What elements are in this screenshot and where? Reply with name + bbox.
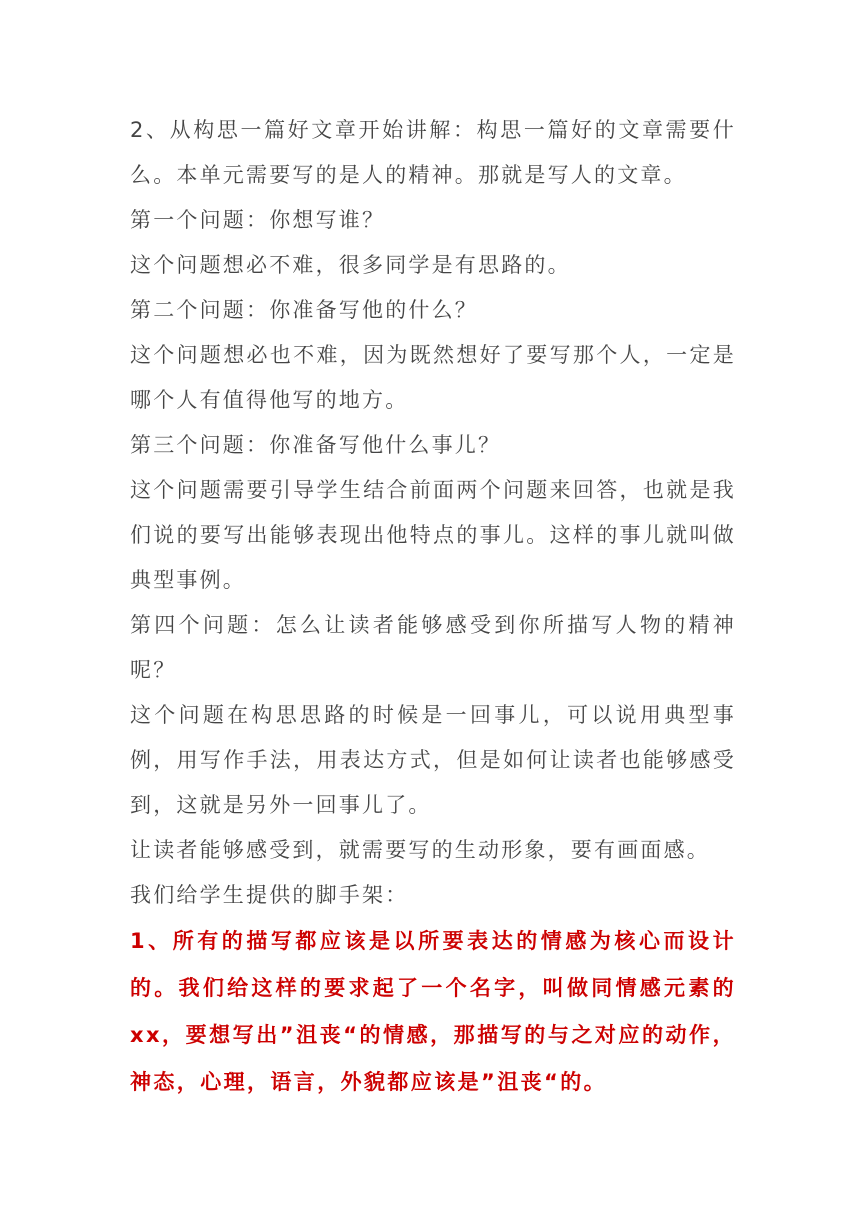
document-body <box>130 108 736 1106</box>
paragraph-answer-4: 这个问题在构思思路的时候是一回事儿，可以说用典型事例，用写作手法，用表达方式，但是如何让读者也能够感受到，这就是另外一回事儿了。 <box>130 703 736 817</box>
paragraph-scaffold-point-1: 1、所有的描写都应该是以所要表达的情感为核心而设计的。我们给这样的要求起了一个名字，叫做同情感元素的xx，要想写出”沮丧“的情感，那描写的与之对应的动作，神态，心理，语言，外貌都应该是”沮丧“的。 <box>130 929 736 1094</box>
paragraph-scaffold-intro: 我们给学生提供的脚手架： <box>130 883 409 907</box>
paragraph-question-1: 第一个问题：你想写谁？ <box>130 208 386 232</box>
paragraph-answer-2: 这个问题想必也不难，因为既然想好了要写那个人，一定是哪个人有值得他写的地方。 <box>130 343 736 412</box>
paragraph-intro: 2、从构思一篇好文章开始讲解：构思一篇好的文章需要什么。本单元需要写的是人的精神。那就是写人的文章。 <box>130 118 736 187</box>
paragraph-question-4: 第四个问题：怎么让读者能够感受到你所描写人物的精神呢？ <box>130 613 736 682</box>
paragraph-answer-1: 这个问题想必不难，很多同学是有思路的。 <box>130 253 571 277</box>
paragraph-question-3: 第三个问题：你准备写他什么事儿？ <box>130 433 502 457</box>
paragraph-answer-3: 这个问题需要引导学生结合前面两个问题来回答，也就是我们说的要写出能够表现出他特点的事儿。这样的事儿就叫做典型事例。 <box>130 478 736 592</box>
paragraph-vividness: 让读者能够感受到，就需要写的生动形象，要有画面感。 <box>130 838 710 862</box>
paragraph-question-2: 第二个问题：你准备写他的什么？ <box>130 298 478 322</box>
